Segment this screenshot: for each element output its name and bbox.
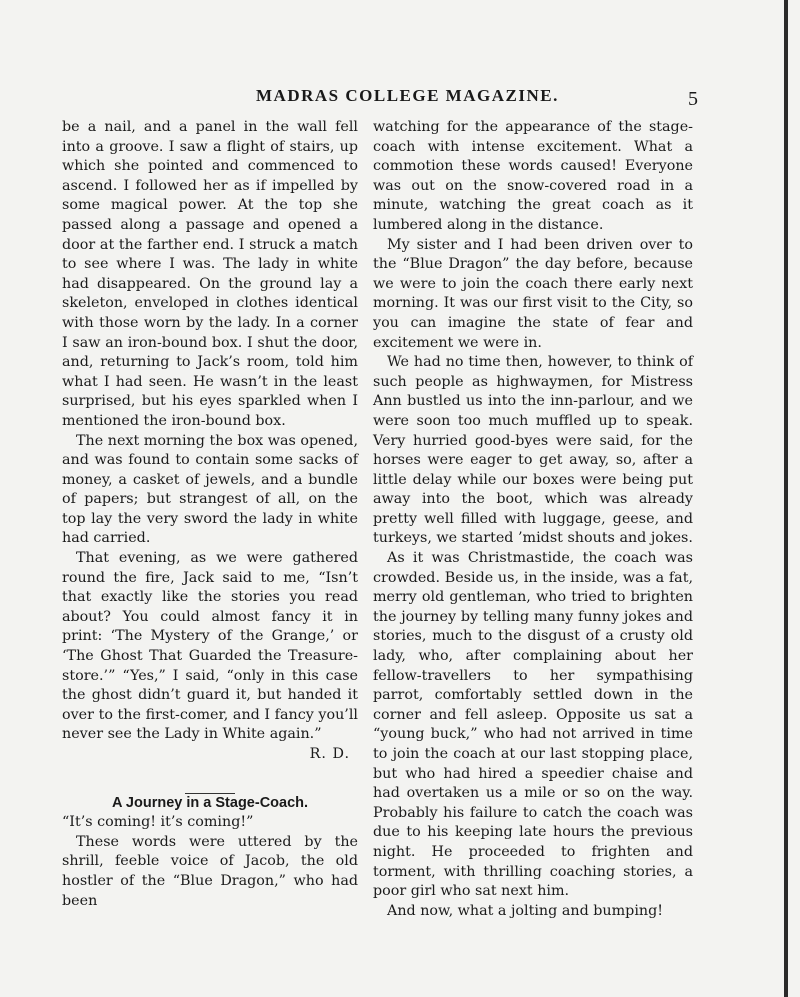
paragraph: And now, what a jolting and bumping! bbox=[387, 902, 664, 919]
paragraph: We had no time then, however, to think of such people as highwaymen, for Mistress Ann bustled us into the inn-parlour, and we were soon too much muffled up to speak. Very hurried good-byes were said, for the horses were eager to get away, so, after a little delay while our boxes were being put away into the boot, which was already pretty well filled with luggage, geese, and turkeys, we started ’midst shouts and jokes. bbox=[373, 354, 693, 547]
page-number: 5 bbox=[688, 88, 698, 110]
right-column bbox=[373, 118, 693, 921]
magazine-title: MADRAS COLLEGE MAGAZINE. bbox=[256, 86, 559, 105]
page-header bbox=[0, 86, 800, 112]
paragraph: My sister and I had been driven over to the “Blue Dragon” the day before, because we were to join the coach there early next morning. It was our first visit to the City, so you can imagine the state of fear and excitement we were in. bbox=[373, 236, 693, 351]
page-edge bbox=[784, 0, 788, 997]
paragraph: These words were uttered by the shrill, feeble voice of Jacob, the old hostler of the “Blue Dragon,” who had been bbox=[62, 833, 358, 909]
paragraph: That evening, as we were gathered round the fire, Jack said to me, “Isn’t that exactly like the stories you read about? You could almost fancy it in print: ‘The Mystery of the Grange,’ or ‘The Ghost That Guarded the Treasure-store.’” “Yes,” I said, “only in this case the ghost didn’t guard it, but handed it over to the first-comer, and I fancy you’ll never see the Lady in White again.” bbox=[62, 550, 358, 743]
author-signature: R. D. bbox=[309, 746, 350, 762]
paragraph: be a nail, and a panel in the wall fell into a groove. I saw a flight of stairs, up which she pointed and commenced to ascend. I followed her as if impelled by some magical power. At the top she passed along a passage and opened a door at the farther end. I struck a match to see where I was. The lady in white had disappeared. On the ground lay a skeleton, enveloped in clothes identical with those worn by the lady. In a corner I saw an iron-bound box. I shut the door, and, returning to Jack’s room, told him what I had seen. He wasn’t in the least surprised, but his eyes sparkled when I mentioned the iron-bound box. bbox=[62, 119, 358, 429]
left-column bbox=[62, 118, 358, 911]
paragraph: watching for the appearance of the stage-coach with intense excitement. What a commotion these words caused! Everyone was out on the snow-covered road in a minute, watching the great coach as it lumbered along in the distance. bbox=[373, 119, 693, 233]
paragraph: As it was Christmastide, the coach was crowded. Beside us, in the inside, was a fat, merry old gentleman, who tried to brighten the journey by telling many funny jokes and stories, much to the disgust of a crusty old lady, who, after complaining about her fellow-travellers to her sympathising parrot, comfortably settled down in the corner and fell asleep. Opposite us sat a “young buck,” who had not arrived in time to join the coach at our last stopping place, but who had hired a speedier chaise and had overtaken us a mile or so on the way. Probably his failure to catch the coach was due to his keeping late hours the previous night. He proceeded to frighten and torment, with thrilling coaching stories, a poor girl who sat next him. bbox=[373, 550, 693, 900]
article-title: A Journey in a Stage-Coach. bbox=[111, 794, 309, 811]
paragraph: The next morning the box was opened, and was found to contain some sacks of money, a casket of jewels, and a bundle of papers; but strangest of all, on the top lay the very sword the lady in white had carried. bbox=[62, 432, 359, 547]
paragraph: “It’s coming! it’s coming!” bbox=[62, 814, 254, 831]
